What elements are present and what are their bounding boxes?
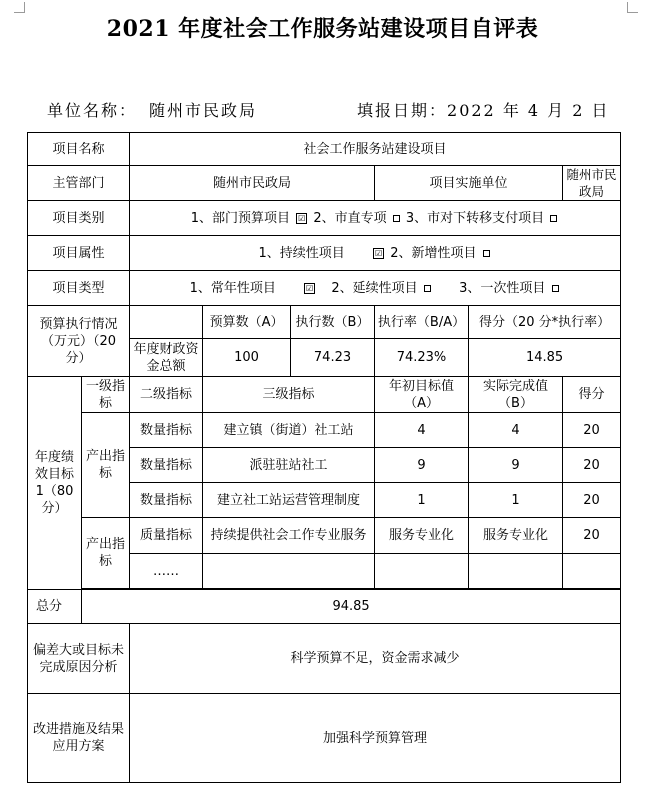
unit-name-value: 随州市民政局	[149, 101, 258, 120]
document-title: 2021 年度社会工作服务站建设项目自评表	[106, 16, 539, 42]
type-label: 项目类型	[28, 271, 130, 306]
deviation-analysis-label: 偏差大或目标未完成原因分析	[28, 624, 130, 694]
level1-indicator-header: 一级指标	[82, 377, 130, 413]
budget-header-row	[28, 306, 621, 339]
department-value: 随州市民政局	[130, 166, 375, 201]
total-score-value: 94.85	[82, 590, 621, 624]
level3-indicator: 派驻驻站社工	[203, 448, 375, 483]
budget-score-value: 14.85	[469, 339, 621, 377]
target-value: 4	[375, 413, 469, 448]
improvement-measures-label: 改进措施及结果应用方案	[28, 694, 130, 783]
category-label: 项目类别	[28, 201, 130, 236]
implementing-unit-value: 随州市民政局	[563, 166, 621, 201]
indicator-score: 20	[563, 518, 621, 554]
level2-indicator: 质量指标	[130, 518, 203, 554]
annual-fiscal-funds-label: 年度财政资金总额	[130, 339, 203, 377]
attribute-option-new: 2、新增性项目	[390, 245, 477, 261]
implementing-unit-label: 项目实施单位	[375, 166, 563, 201]
actual-value: 1	[469, 483, 563, 518]
budget-execution-label: 预算执行情况（万元）（20 分）	[28, 306, 130, 377]
empty-cell	[469, 554, 563, 589]
level3-indicator: 建立镇（街道）社工站	[203, 413, 375, 448]
checkbox-checked-icon: ☑	[298, 213, 306, 223]
type-options	[130, 271, 621, 306]
project-name-row	[28, 133, 621, 166]
evaluation-table	[27, 132, 621, 783]
target-value: 9	[375, 448, 469, 483]
output-indicator-label: 产出指标	[82, 413, 130, 518]
improvement-measures-value: 加强科学预算管理	[130, 694, 621, 783]
unit-name-label: 单位名称：	[47, 101, 138, 120]
category-option-department-budget: 1、部门预算项目	[190, 210, 291, 226]
executed-amount-header: 执行数（B）	[291, 306, 375, 339]
report-date-label: 填报日期：	[357, 101, 448, 120]
indicator-header-row	[28, 377, 621, 413]
indicator-row	[28, 413, 621, 448]
checkbox-checked-icon: ☑	[306, 283, 314, 293]
executed-amount-value: 74.23	[291, 339, 375, 377]
level3-indicator: 建立社工站运营管理制度	[203, 483, 375, 518]
level2-indicator: 数量指标	[130, 448, 203, 483]
checkbox-empty-icon	[550, 215, 557, 222]
attribute-options	[130, 236, 621, 271]
report-date-value: 2022 年 4 月 2 日	[447, 101, 610, 120]
empty-cell	[203, 554, 375, 589]
unit-name-line	[47, 98, 257, 121]
actual-value: 9	[469, 448, 563, 483]
project-name-value: 社会工作服务站建设项目	[130, 133, 621, 166]
actual-value: 4	[469, 413, 563, 448]
target-value: 1	[375, 483, 469, 518]
type-option-extended: 2、延续性项目	[331, 280, 418, 296]
deviation-row	[28, 624, 621, 694]
type-row	[28, 271, 621, 306]
more-indicators-ellipsis: ……	[130, 554, 203, 589]
actual-value: 服务专业化	[469, 518, 563, 554]
checkbox-empty-icon	[552, 285, 559, 292]
category-row	[28, 201, 621, 236]
project-name-label: 项目名称	[28, 133, 130, 166]
attribute-label: 项目属性	[28, 236, 130, 271]
indicator-score-header: 得分	[563, 377, 621, 413]
category-option-transfer-payment: 3、市对下转移支付项目	[405, 210, 545, 226]
level2-indicator: 数量指标	[130, 413, 203, 448]
level2-indicator: 数量指标	[130, 483, 203, 518]
attribute-option-continuing: 1、持续性项目	[258, 245, 345, 261]
department-row	[28, 166, 621, 201]
attribute-row	[28, 236, 621, 271]
budget-score-header: 得分（20 分*执行率）	[469, 306, 621, 339]
actual-value-header: 实际完成值（B）	[469, 377, 563, 413]
checkbox-checked-icon: ☑	[374, 248, 383, 258]
indicator-score: 20	[563, 413, 621, 448]
performance-goal-label: 年度绩效目标 1（80 分）	[28, 377, 82, 590]
level3-indicator-header: 三级指标	[203, 377, 375, 413]
budget-amount-header: 预算数（A）	[203, 306, 291, 339]
indicator-row	[28, 518, 621, 554]
level2-indicator-header: 二级指标	[130, 377, 203, 413]
output-indicator-label: 产出指标	[82, 518, 130, 589]
empty-cell	[375, 554, 469, 589]
checkbox-empty-icon	[424, 285, 431, 292]
category-option-municipal-special: 2、市直专项	[313, 210, 387, 226]
improvement-row	[28, 694, 621, 783]
indicator-score: 20	[563, 483, 621, 518]
execution-rate-value: 74.23%	[375, 339, 469, 377]
total-score-row	[28, 590, 621, 624]
target-value: 服务专业化	[375, 518, 469, 554]
empty-cell	[563, 554, 621, 589]
checkbox-empty-icon	[393, 215, 400, 222]
checkbox-empty-icon	[483, 250, 490, 257]
type-option-one-time: 3、一次性项目	[459, 280, 546, 296]
budget-amount-value: 100	[203, 339, 291, 377]
department-label: 主管部门	[28, 166, 130, 201]
level3-indicator: 持续提供社会工作专业服务	[203, 518, 375, 554]
execution-rate-header: 执行率（B/A）	[375, 306, 469, 339]
category-options	[130, 201, 621, 236]
deviation-analysis-value: 科学预算不足，资金需求减少	[130, 624, 621, 694]
indicator-score: 20	[563, 448, 621, 483]
total-score-label: 总分	[28, 590, 82, 624]
report-date-line	[357, 98, 610, 121]
target-value-header: 年初目标值（A）	[375, 377, 469, 413]
type-option-annual: 1、常年性项目	[189, 280, 276, 296]
budget-blank-header	[130, 306, 203, 339]
